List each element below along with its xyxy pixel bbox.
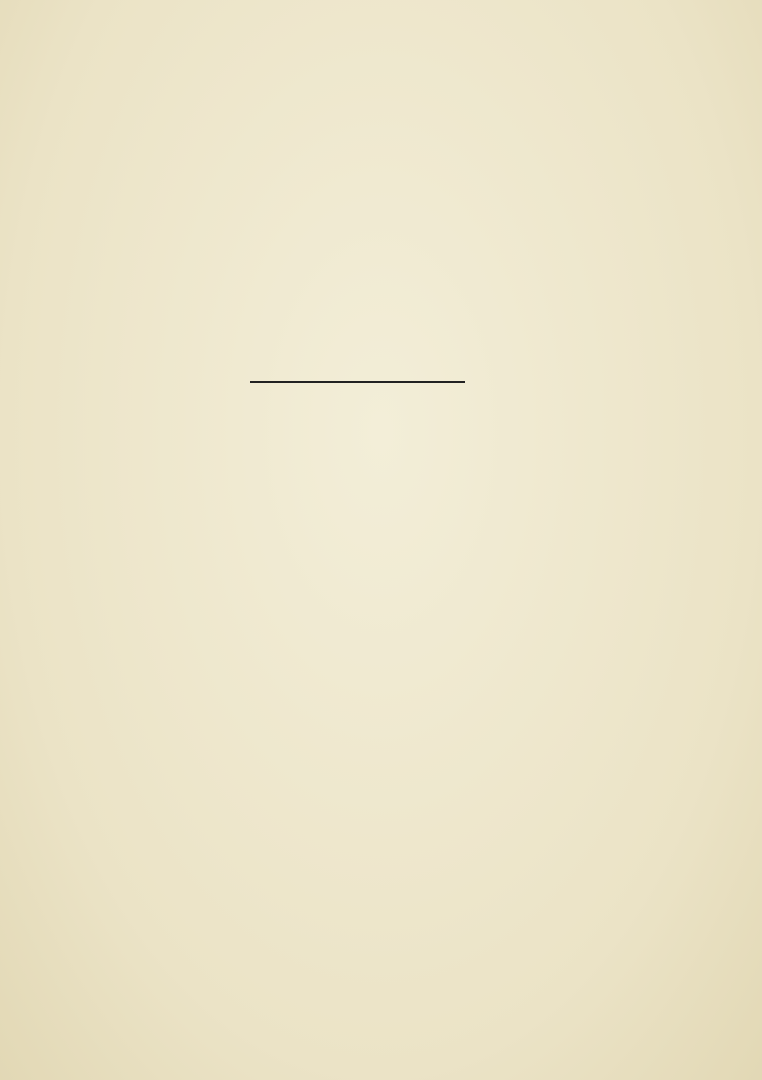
stanza-divider (250, 381, 465, 383)
